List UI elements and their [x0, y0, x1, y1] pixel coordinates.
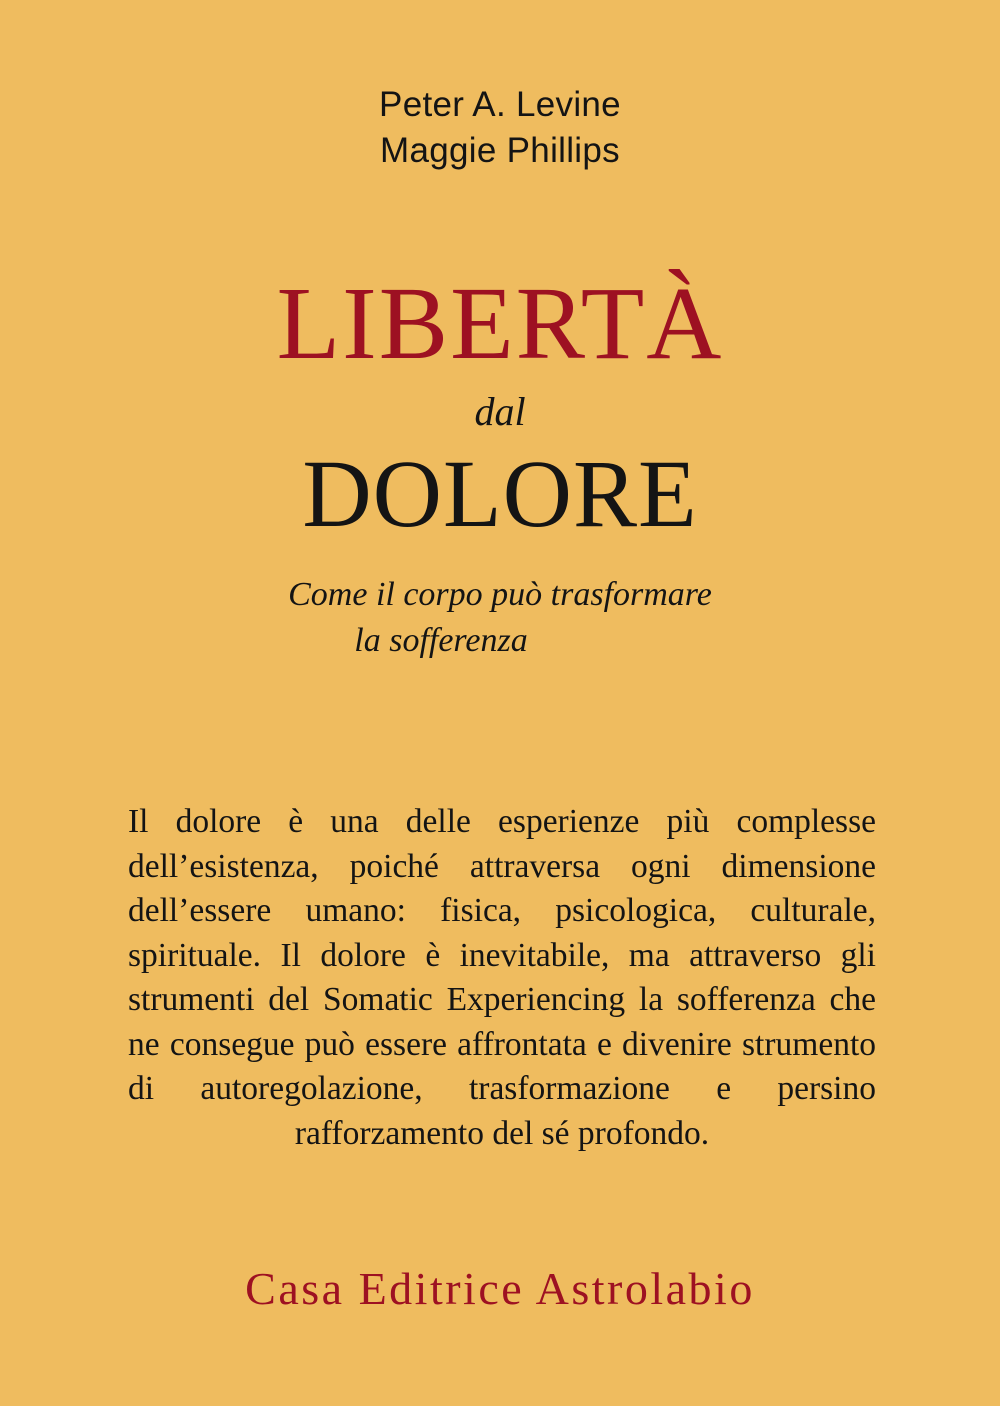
publisher-name: Casa Editrice Astrolabio — [245, 1263, 755, 1314]
back-cover-blurb: Il dolore è una delle esperienze più complesse dell’esistenza, poiché attraversa ogni dimensione dell’essere umano: fisica, psicologica, culturale, spirituale. Il dolore è inevitabile, ma attraverso gli strumenti del Somatic Experiencing la sofferenza che ne consegue può essere affrontata e divenire strumento di autoregolazione, trasformazione e persino rafforzamento del sé profondo. — [128, 803, 876, 1152]
title-block — [0, 266, 1000, 547]
author-line-2: Maggie Phillips — [380, 131, 620, 171]
subtitle-line-2: la sofferenza — [354, 621, 528, 659]
author-line-1: Peter A. Levine — [379, 85, 621, 124]
authors-block — [0, 82, 1000, 174]
book-title-main: LIBERTÀ — [276, 266, 724, 381]
book-subtitle — [0, 572, 1000, 664]
book-title-second: DOLORE — [302, 440, 698, 547]
subtitle-line-1: Come il corpo può trasformare — [288, 576, 712, 613]
book-title-connector: dal — [474, 389, 526, 434]
